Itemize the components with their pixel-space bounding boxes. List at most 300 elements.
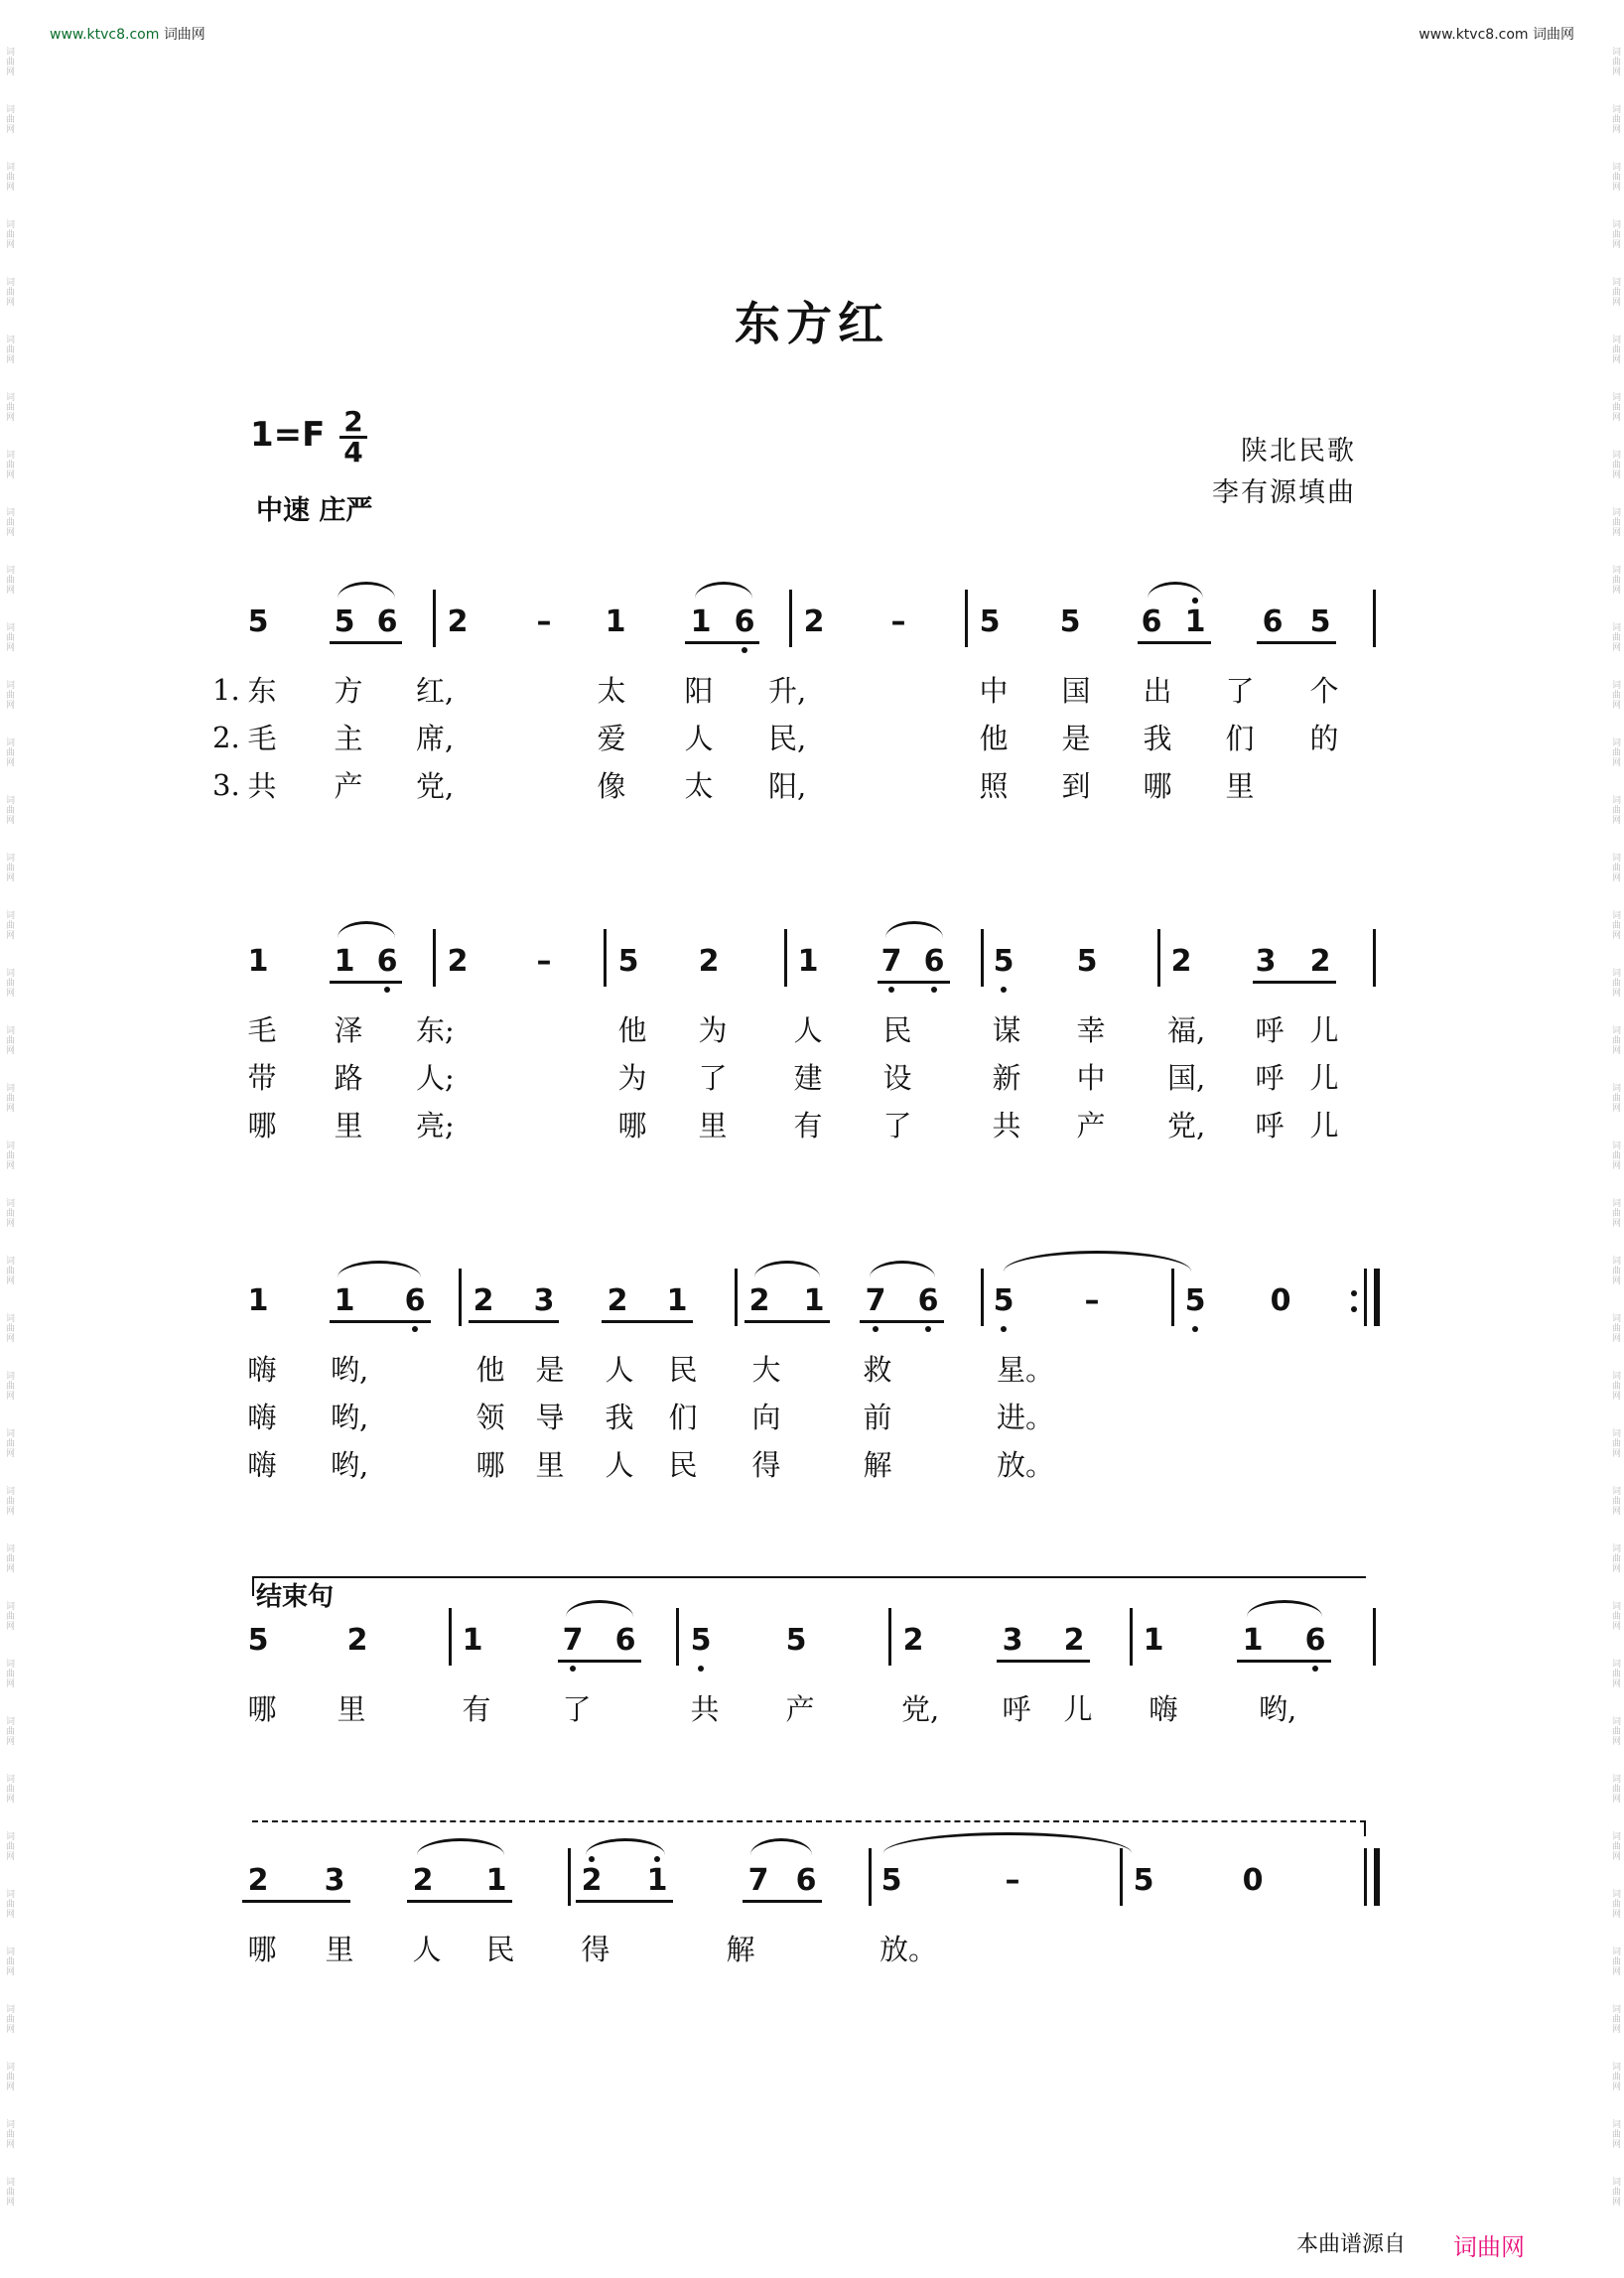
note: – — [536, 944, 552, 979]
lyric-char: 共 — [247, 769, 277, 803]
bar-line — [1130, 1608, 1133, 1666]
bar-line — [1157, 929, 1160, 987]
watermark-stamp: 词曲网 — [1610, 1371, 1620, 1401]
note: 6 — [795, 1863, 817, 1898]
note: 5 — [247, 604, 269, 639]
watermark-stamp: 词曲网 — [4, 2004, 14, 2034]
note: 7 — [747, 1863, 769, 1898]
lyric-char: 有 — [462, 1692, 491, 1726]
slur — [754, 1261, 820, 1277]
bar-line — [1171, 1269, 1174, 1326]
beam-underline — [407, 1900, 512, 1903]
watermark-stamp: 词曲网 — [4, 2177, 14, 2207]
watermark-stamp: 词曲网 — [1610, 622, 1620, 652]
lyric-char: 民 — [882, 1013, 912, 1047]
lyric-char: 党, — [1167, 1109, 1206, 1142]
octave-dot — [1192, 1326, 1198, 1332]
bar-line — [676, 1608, 679, 1666]
lyric-char: 东 — [247, 674, 277, 708]
beam-underline — [997, 1660, 1090, 1663]
note: 7 — [865, 1283, 886, 1318]
lyric-char: 席, — [416, 722, 455, 755]
note: 6 — [1262, 604, 1284, 639]
lyric-char: 产 — [1076, 1109, 1106, 1142]
lyric-char: 民 — [668, 1448, 698, 1482]
watermark-stamp: 词曲网 — [1610, 737, 1620, 767]
verse-number: 3. — [212, 768, 240, 802]
footer-source: 本曲谱源自 — [1295, 2232, 1406, 2257]
octave-dot — [742, 647, 747, 653]
watermark-stamp: 词曲网 — [1610, 1889, 1620, 1919]
note: 5 — [785, 1623, 807, 1658]
watermark-stamp: 词曲网 — [1610, 2004, 1620, 2034]
lyric-char: 人 — [684, 722, 714, 755]
note: 7 — [562, 1623, 584, 1658]
watermark-stamp: 词曲网 — [1610, 392, 1620, 422]
bar-line — [1373, 590, 1376, 647]
watermark-stamp: 词曲网 — [1610, 1083, 1620, 1113]
slur — [586, 1838, 665, 1855]
lyric-char: 太 — [597, 674, 626, 708]
slur — [417, 1838, 504, 1855]
lyric-char: 带 — [247, 1061, 277, 1095]
meter-bottom: 4 — [343, 436, 363, 469]
lyric-char: 嗨 — [247, 1353, 277, 1387]
note: 5 — [690, 1623, 712, 1658]
site-name: 词曲网 — [163, 27, 205, 43]
lyric-char: 向 — [751, 1401, 781, 1434]
lyric-char: 亮; — [416, 1109, 455, 1142]
watermark-stamp: 词曲网 — [1610, 1486, 1620, 1516]
octave-dot — [1351, 1306, 1357, 1312]
octave-dot — [384, 987, 390, 993]
lyric-char: 为 — [617, 1061, 647, 1095]
watermark-stamp: 词曲网 — [1610, 1313, 1620, 1343]
lyric-char: 嗨 — [247, 1448, 277, 1482]
meter-top: 2 — [343, 405, 363, 438]
lyric-char: 民 — [485, 1933, 515, 1966]
lyric-char: 毛 — [247, 722, 277, 755]
beam-underline — [1138, 641, 1211, 644]
lyric-char: 了 — [698, 1061, 728, 1095]
watermark-stamp: 词曲网 — [1610, 1198, 1620, 1228]
lyric-char: 共 — [690, 1692, 720, 1726]
beam-underline — [743, 1900, 822, 1903]
bar-line — [735, 1269, 738, 1326]
site-name: 词曲网 — [1533, 27, 1574, 43]
note: 5 — [334, 604, 355, 639]
lyric-char: 照 — [979, 769, 1009, 803]
lyric-char: 产 — [334, 769, 363, 803]
beam-underline — [330, 641, 402, 644]
lyric-char: 哟, — [1259, 1692, 1297, 1726]
watermark-stamp: 词曲网 — [1610, 910, 1620, 940]
verse-number: 1. — [212, 673, 240, 707]
bar-line — [888, 1608, 891, 1666]
watermark-stamp: 词曲网 — [1610, 1831, 1620, 1861]
note: 6 — [923, 944, 945, 979]
bar-line — [1374, 1269, 1380, 1326]
lyric-char: 里 — [334, 1109, 363, 1142]
note: 1 — [666, 1283, 688, 1318]
slur — [338, 582, 395, 599]
lyric-char: 个 — [1309, 674, 1339, 708]
credit-lyricist: 李有源填曲 — [1212, 477, 1356, 508]
octave-dot — [698, 1666, 704, 1672]
lyric-char: 为 — [698, 1013, 728, 1047]
lyric-char: 哪 — [247, 1692, 277, 1726]
verse-number: 2. — [212, 721, 240, 754]
watermark-stamp: 词曲网 — [1610, 2062, 1620, 2091]
lyric-char: 导 — [535, 1401, 565, 1434]
lyric-char: 解 — [863, 1448, 892, 1482]
bar-line — [568, 1848, 571, 1906]
lyric-char: 解 — [726, 1933, 755, 1966]
bar-line — [1364, 1848, 1367, 1906]
note: 1 — [803, 1283, 825, 1318]
lyric-char: 出 — [1143, 674, 1172, 708]
beam-underline — [242, 1900, 350, 1903]
note: 5 — [1309, 604, 1331, 639]
lyric-char: 人 — [412, 1933, 442, 1966]
watermark-stamp: 词曲网 — [1610, 507, 1620, 537]
watermark-stamp: 词曲网 — [1610, 450, 1620, 479]
watermark-stamp: 词曲网 — [1610, 2119, 1620, 2149]
note: 2 — [247, 1863, 269, 1898]
note: 6 — [1141, 604, 1162, 639]
octave-dot — [589, 1856, 595, 1862]
note: 5 — [1059, 604, 1081, 639]
note: 1 — [1184, 604, 1206, 639]
beam-underline — [330, 981, 402, 984]
watermark-stamp: 词曲网 — [4, 277, 14, 307]
slur — [1148, 582, 1203, 599]
watermark-stamp: 词曲网 — [1610, 335, 1620, 364]
lyric-char: 共 — [992, 1109, 1021, 1142]
slur — [883, 1832, 1132, 1853]
bar-line — [981, 929, 984, 987]
ending-bracket — [252, 1576, 1366, 1596]
lyric-char: 了 — [562, 1692, 592, 1726]
lyric-char: 们 — [1225, 722, 1255, 755]
watermark-stamp: 词曲网 — [1610, 277, 1620, 307]
lyric-char: 建 — [793, 1061, 823, 1095]
watermark-stamp: 词曲网 — [4, 507, 14, 537]
note: 1 — [797, 944, 819, 979]
watermark-stamp: 词曲网 — [4, 910, 14, 940]
slur — [870, 1261, 935, 1277]
lyric-char: 的 — [1309, 722, 1339, 755]
tempo-marking: 中速 庄严 — [256, 495, 373, 526]
lyric-char: 设 — [882, 1061, 912, 1095]
lyric-char: 中 — [1076, 1061, 1106, 1095]
watermark-stamp: 词曲网 — [1610, 1601, 1620, 1631]
lyric-char: 到 — [1061, 769, 1091, 803]
note: 2 — [1170, 944, 1192, 979]
beam-underline — [685, 641, 759, 644]
note: 3 — [533, 1283, 555, 1318]
note: 1 — [485, 1863, 507, 1898]
lyric-char: 进。 — [997, 1401, 1055, 1434]
note: 1 — [1242, 1623, 1264, 1658]
lyric-char: 领 — [475, 1401, 505, 1434]
watermark-stamp: 词曲网 — [1610, 47, 1620, 76]
lyric-char: 爱 — [597, 722, 626, 755]
watermark-stamp: 词曲网 — [4, 1543, 14, 1573]
watermark-stamp: 词曲网 — [4, 1946, 14, 1976]
note: 3 — [324, 1863, 345, 1898]
slur — [566, 1600, 633, 1617]
watermark-stamp: 词曲网 — [4, 795, 14, 825]
bar-line — [1364, 1269, 1367, 1326]
slur — [695, 582, 752, 599]
note: 5 — [993, 944, 1015, 979]
ending-label: 结束句 — [256, 1582, 335, 1612]
note: 7 — [880, 944, 902, 979]
slur — [1247, 1600, 1322, 1617]
dashed-bracket-end — [1364, 1820, 1366, 1836]
watermark-stamp: 词曲网 — [4, 968, 14, 998]
watermark-stamp: 词曲网 — [4, 1256, 14, 1285]
lyric-char: 人 — [605, 1353, 634, 1387]
lyric-char: 嗨 — [247, 1401, 277, 1434]
lyric-char: 福, — [1167, 1013, 1206, 1047]
note: 6 — [376, 944, 398, 979]
octave-dot — [925, 1326, 931, 1332]
note: 3 — [1002, 1623, 1023, 1658]
bar-line — [784, 929, 787, 987]
note: 2 — [607, 1283, 628, 1318]
watermark-stamp: 词曲网 — [4, 737, 14, 767]
lyric-char: 呼 — [1002, 1692, 1031, 1726]
lyric-char: 泽 — [334, 1013, 363, 1047]
note: 2 — [1309, 944, 1331, 979]
note: 2 — [581, 1863, 603, 1898]
watermark-stamp: 词曲网 — [1610, 1428, 1620, 1458]
lyric-char: 毛 — [247, 1013, 277, 1047]
watermark-stamp: 词曲网 — [4, 1025, 14, 1055]
note: – — [890, 604, 906, 639]
watermark-stamp: 词曲网 — [4, 2119, 14, 2149]
lyric-char: 党, — [901, 1692, 940, 1726]
octave-dot — [873, 1326, 879, 1332]
slur — [885, 921, 943, 938]
lyric-char: 路 — [334, 1061, 363, 1095]
lyric-char: 了 — [1225, 674, 1255, 708]
watermark-stamp: 词曲网 — [1610, 1543, 1620, 1573]
note: 6 — [404, 1283, 426, 1318]
watermark-stamp: 词曲网 — [1610, 853, 1620, 882]
watermark-stamp: 词曲网 — [1610, 565, 1620, 595]
site-url[interactable]: www.ktvc8.com — [50, 27, 160, 43]
lyric-char: 民, — [768, 722, 807, 755]
watermark-stamp: 词曲网 — [4, 335, 14, 364]
octave-dot — [412, 1326, 418, 1332]
note: 6 — [1304, 1623, 1326, 1658]
octave-dot — [1312, 1666, 1318, 1672]
octave-dot — [931, 987, 937, 993]
note: 6 — [917, 1283, 939, 1318]
lyric-char: 嗨 — [1149, 1692, 1178, 1726]
site-url[interactable]: www.ktvc8.com — [1419, 27, 1529, 43]
watermark-stamp: 词曲网 — [1610, 1774, 1620, 1804]
watermark-stamp: 词曲网 — [4, 1198, 14, 1228]
lyric-char: 得 — [751, 1448, 781, 1482]
octave-dot — [888, 987, 894, 993]
note: 2 — [1063, 1623, 1085, 1658]
watermark-stamp: 词曲网 — [4, 1601, 14, 1631]
dashed-bracket — [252, 1820, 1366, 1822]
lyric-char: 得 — [581, 1933, 610, 1966]
lyric-char: 新 — [992, 1061, 1021, 1095]
lyric-char: 人 — [605, 1448, 634, 1482]
watermark-stamp: 词曲网 — [4, 565, 14, 595]
octave-dot — [1351, 1290, 1357, 1296]
footer-site-link[interactable]: 词曲网 — [1453, 2233, 1525, 2261]
octave-dot — [1001, 987, 1007, 993]
lyric-char: 是 — [535, 1353, 565, 1387]
lyric-char: 里 — [1225, 769, 1255, 803]
note: 1 — [646, 1863, 668, 1898]
lyric-char: 里 — [337, 1692, 366, 1726]
lyric-char: 儿 — [1063, 1692, 1093, 1726]
lyric-char: 哪 — [1143, 769, 1172, 803]
lyric-char: 阳, — [768, 769, 807, 803]
site-header-right — [1419, 24, 1574, 44]
watermark-stamp: 词曲网 — [1610, 2177, 1620, 2207]
note: 6 — [376, 604, 398, 639]
bar-line — [1373, 929, 1376, 987]
lyric-char: 们 — [668, 1401, 698, 1434]
lyric-char: 幸 — [1076, 1013, 1106, 1047]
note: 5 — [1076, 944, 1098, 979]
note: 5 — [1184, 1283, 1206, 1318]
watermark-stamp: 词曲网 — [4, 1083, 14, 1113]
lyric-char: 方 — [334, 674, 363, 708]
beam-underline — [744, 1320, 830, 1323]
lyric-char: 国 — [1061, 674, 1091, 708]
lyric-char: 东; — [416, 1013, 455, 1047]
bar-line — [604, 929, 607, 987]
lyric-char: 呼 — [1255, 1109, 1285, 1142]
bar-line — [965, 590, 968, 647]
lyric-char: 他 — [979, 722, 1009, 755]
lyric-char: 主 — [334, 722, 363, 755]
lyric-char: 我 — [1143, 722, 1172, 755]
bar-line — [981, 1269, 984, 1326]
time-signature — [339, 405, 367, 469]
side-watermark-right — [1608, 40, 1622, 2248]
beam-underline — [878, 981, 950, 984]
lyric-char: 前 — [863, 1401, 892, 1434]
note: 1 — [334, 1283, 355, 1318]
site-header-left — [50, 24, 205, 44]
lyric-char: 像 — [597, 769, 626, 803]
lyric-char: 民 — [668, 1353, 698, 1387]
note: 1 — [334, 944, 355, 979]
note: 0 — [1242, 1863, 1264, 1898]
note: 6 — [734, 604, 755, 639]
beam-underline — [860, 1320, 944, 1323]
lyric-char: 阳 — [684, 674, 714, 708]
note: 2 — [447, 944, 469, 979]
bar-line — [789, 590, 792, 647]
beam-underline — [1257, 641, 1336, 644]
watermark-stamp: 词曲网 — [4, 1428, 14, 1458]
bar-line — [449, 1608, 452, 1666]
watermark-stamp: 词曲网 — [1610, 1716, 1620, 1746]
note: 1 — [247, 944, 269, 979]
lyric-char: 他 — [475, 1353, 505, 1387]
bar-line — [869, 1848, 872, 1906]
watermark-stamp: 词曲网 — [4, 1659, 14, 1688]
watermark-stamp: 词曲网 — [4, 1371, 14, 1401]
bar-line — [1373, 1608, 1376, 1666]
beam-underline — [576, 1900, 673, 1903]
note: 5 — [979, 604, 1001, 639]
slur — [338, 921, 395, 938]
lyric-char: 大 — [751, 1353, 781, 1387]
lyric-char: 人; — [416, 1061, 455, 1095]
note: 1 — [462, 1623, 483, 1658]
lyric-char: 救 — [863, 1353, 892, 1387]
lyric-char: 哟, — [331, 1353, 369, 1387]
key-signature: 1=F — [250, 415, 326, 455]
watermark-stamp: 词曲网 — [4, 1313, 14, 1343]
watermark-stamp: 词曲网 — [1610, 795, 1620, 825]
bar-line — [433, 590, 436, 647]
watermark-stamp: 词曲网 — [4, 1140, 14, 1170]
watermark-stamp: 词曲网 — [1610, 1140, 1620, 1170]
watermark-stamp: 词曲网 — [4, 1486, 14, 1516]
watermark-stamp: 词曲网 — [4, 1889, 14, 1919]
watermark-stamp: 词曲网 — [1610, 680, 1620, 710]
watermark-stamp: 词曲网 — [4, 104, 14, 134]
watermark-stamp: 词曲网 — [4, 2062, 14, 2091]
lyric-char: 有 — [793, 1109, 823, 1142]
watermark-stamp: 词曲网 — [4, 680, 14, 710]
lyric-char: 哪 — [247, 1109, 277, 1142]
lyric-char: 儿 — [1309, 1061, 1339, 1095]
note: 2 — [473, 1283, 494, 1318]
lyric-char: 哟, — [331, 1401, 369, 1434]
watermark-stamp: 词曲网 — [4, 392, 14, 422]
bar-line — [1374, 1848, 1380, 1906]
note: 0 — [1270, 1283, 1291, 1318]
watermark-stamp: 词曲网 — [1610, 1946, 1620, 1976]
lyric-char: 儿 — [1309, 1013, 1339, 1047]
note: – — [1084, 1283, 1100, 1318]
lyric-char: 呼 — [1255, 1061, 1285, 1095]
lyric-char: 哟, — [331, 1448, 369, 1482]
note: 1 — [247, 1283, 269, 1318]
note: 2 — [698, 944, 720, 979]
note: 2 — [447, 604, 469, 639]
lyric-char: 太 — [684, 769, 714, 803]
watermark-stamp: 词曲网 — [4, 47, 14, 76]
watermark-stamp: 词曲网 — [1610, 104, 1620, 134]
note: 6 — [614, 1623, 636, 1658]
lyric-char: 星。 — [997, 1353, 1055, 1387]
lyric-char: 呼 — [1255, 1013, 1285, 1047]
watermark-stamp: 词曲网 — [1610, 219, 1620, 249]
slur — [338, 1261, 421, 1277]
lyric-char: 他 — [617, 1013, 647, 1047]
note: 1 — [690, 604, 712, 639]
bar-line — [1120, 1848, 1123, 1906]
watermark-stamp: 词曲网 — [4, 1716, 14, 1746]
note: 1 — [605, 604, 626, 639]
